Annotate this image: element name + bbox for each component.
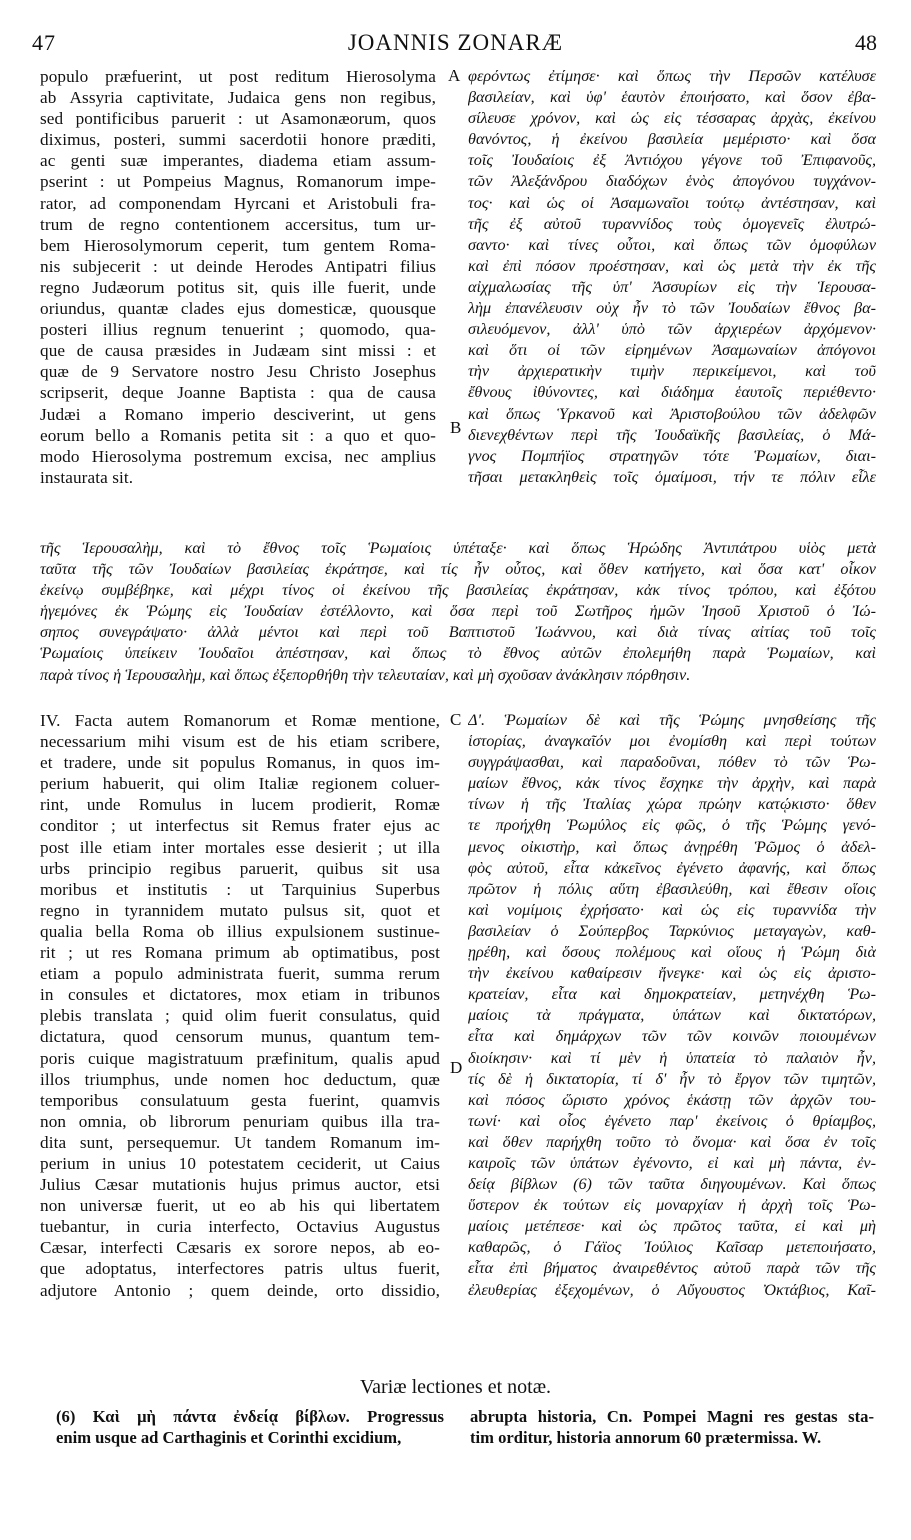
text-line: non universæ fuerit, ut eo ab his qui libertatem: [40, 1196, 440, 1216]
text-line: tuebantur, in curia interfecto, Octavius Augustus: [40, 1217, 440, 1237]
text-line: τῆς Ἱερουσαλὴμ, καὶ τὸ ἔθνος τοῖς Ῥωμαίοις ὑπέταξε· καὶ ὅπως Ἡρώδης Ἀντιπάτρου υἱὸς μετὰ: [40, 539, 876, 557]
text-line: φερόντως ἐτίμησε· καὶ ὅπως τὴν Περσῶν κατέλυσε: [468, 67, 876, 85]
text-line: conditor ; ut interfectus sit Remus frater ejus ac: [40, 816, 440, 836]
text-line: moribus et institutis : ut Tarquinius Superbus: [40, 879, 440, 899]
text-line: τίνων ἡ τῆς Ἰταλίας χώρα πρώην κατῴκιστο· ὅθεν: [468, 795, 876, 814]
text-line: illos triumphus, unde nomen hoc deductum, quæ: [40, 1069, 440, 1089]
text-line: regno Judæorum potitus sit, quis ille fuerit, unde: [40, 277, 436, 297]
page-number-left: 47: [32, 30, 56, 55]
text-line: quæ de 9 Servatore nostro Jesu Christo Josephus: [40, 362, 436, 382]
text-line: σιλευόμενον, ἀλλ' ὑπὸ τῶν ἀρχιερέων ἀρχόμενον·: [468, 320, 876, 339]
text-line: ac genti suæ imperantes, diadema etiam assum-: [40, 151, 436, 171]
notes-heading: Variæ lectiones et notæ.: [359, 1376, 552, 1398]
text-line: μαίοις μετέπεσε· καὶ ὡς πρῶτος ταῦτα, εἰ καὶ μὴ: [468, 1217, 876, 1236]
text-line: regno in tyrannidem mutato pulsus sit, quot et: [40, 900, 440, 920]
running-header: [30, 30, 881, 58]
text-line: non omnia, ob librorum penuriam quibus illa tra-: [40, 1111, 440, 1131]
text-line: Δ'. Ῥωμαίων δὲ καὶ τῆς Ῥώμης μνησθείσης τῆς: [468, 711, 876, 729]
text-line: αἰχμαλωσίας τῆς ὑπ' Ἀσσυρίων εἰς τὴν Ἱερουσα-: [468, 277, 876, 296]
text-line: διοίκησιν· καὶ τί μὲν ἡ ὑπατεία τὸ παλαιὸν ἦν,: [468, 1048, 876, 1067]
text-line: καὶ ἐπὶ πόσον προέστησαν, καὶ ὡς μετὰ τὴν ἐκ τῆς: [468, 256, 876, 275]
text-line: εἶτα καὶ δημάρχων τῶν τῶν κοινῶν ποιουμένων: [468, 1027, 876, 1046]
text-line: λὴμ ἐπανέλευσιν οὐχ ἦν τὸ τῶν Ἰουδαίων ἔθνος βα-: [468, 299, 876, 318]
text-line: τῆσαι μετακληθεὶς τοῖς ὁμαίμοσι, τήν τε πόλιν εἷλε: [468, 467, 876, 486]
text-line: τίς δὲ ἡ δικτατορία, τί δ' ἦν τὸ ἔργον τῶν τιμητῶν,: [468, 1069, 876, 1088]
note-line: abrupta historia, Cn. Pompei Magni res gestas sta-: [470, 1407, 874, 1426]
text-line: σηπος συνεγράψατο· ἀλλὰ μέντοι καὶ περὶ τοῦ Βαπτιστοῦ Ἰωάννου, καὶ διὰ τίνας αἰτίας τοῦ τοῖς: [40, 623, 876, 642]
text-line: nis subjecerit : ut deinde Herodes Antipatri filius: [40, 256, 436, 276]
text-line: καιροῖς τῶν ὑπάτων ἐγένοντο, εἰ καὶ μὴ πάντα, ἐν-: [468, 1153, 876, 1172]
text-line: τε προήχθη Ῥωμύλος εἰς φῶς, ὁ τῆς Ῥώμης γενό-: [468, 816, 876, 835]
text-line: βασιλείαν, καὶ ὑφ' ἑαυτὸν ἐποιήσατο, καὶ ὅσον ἐβα-: [468, 88, 876, 107]
text-line: bem Hierosolymorum ceperit, tum gentem Roma-: [40, 235, 436, 255]
text-line: καθαρῶς, ὁ Γάϊος Ἰούλιος Καῖσαρ μετεποιήσατο,: [468, 1238, 876, 1257]
latin-column-upper: [40, 66, 436, 488]
text-line: ἔθνους ἰθύνοντες, καὶ διάδημα ἑαυτοῖς περιέθεντο·: [468, 383, 876, 402]
text-line: populo præfuerint, ut post reditum Hierosolyma: [40, 67, 436, 86]
text-line: adjutore Antonio ; quem deinde, orto dissidio,: [40, 1280, 440, 1300]
text-line: ἐκείνῳ συμβέβηκε, καὶ μέχρι τίνος οἱ ἐκείνου τῆς βασιλείας ἐκράτησαν, κἀκ τίνος τρόπου, καὶ ἐξότου: [40, 581, 876, 600]
text-line: παρὰ τίνος ἡ Ἱερουσαλὴμ, καὶ ὅπως ἐξεπορθήθη τὴν τελευταίαν, καὶ μὴ σχοῦσαν ἀνάκλησιν πόρθησιν.: [40, 665, 691, 684]
text-line: τὴν ἐκείνου καθαίρεσιν ἤνεγκε· καὶ ὡς εἰς ἀριστο-: [468, 964, 876, 983]
note-line: tim orditur, historia annorum 60 prætermissa. W.: [470, 1428, 822, 1448]
text-line: ἡγεμόνες ἐκ Ῥώμης εἰς Ἰουδαίαν ἐστέλλοντο, καὶ ὅσα περὶ τοῦ Σωτῆρος ἡμῶν Ἰησοῦ Χριστοῦ ὁ Ἰώ-: [40, 602, 876, 621]
text-line: ab Assyria captivitate, Judaica gens non regibus,: [40, 88, 436, 108]
text-line: μαίοις τὰ πράγματα, ὑπάτων καὶ δικτατόρων,: [468, 1006, 876, 1025]
section-marker-d: D: [450, 1058, 463, 1077]
section-marker-b: B: [450, 418, 462, 437]
latin-column-lower: [40, 710, 440, 1301]
text-line: συγγράψασθαι, καὶ παραδοῦναι, πόθεν τὸ τῶν Ῥω-: [468, 753, 876, 772]
text-line: τὴν ἀρχιερατικὴν τιμὴν περικείμενοι, καὶ τοῦ: [468, 362, 876, 381]
text-line: temporibus consulatuum gesta fuerint, quamvis: [40, 1090, 440, 1110]
text-line: scripserit, deque Joanne Baptista : qua de causa: [40, 383, 436, 403]
text-line: καὶ ὅτι οἱ τῶν εἰρημένων Ἀσαμωναίων ἀπόγονοι: [468, 341, 876, 360]
text-line: τοῖς Ἰουδαίοις ἐξ Ἀντιόχου γέγονε τοῦ Ἐπιφανοῦς,: [468, 151, 876, 170]
text-line: urbs principio regibus paruerit, quibus sit usa: [40, 858, 440, 878]
text-line: φὸς αὐτοῦ, εἶτα κἀκεῖνος ἐγένετο ἀφανής, καὶ ὅπως: [468, 858, 876, 877]
text-line: ὕστερον ἐκ τούτων εἰς μοναρχίαν ἡ ἀρχὴ τοῖς Ῥω-: [468, 1196, 876, 1215]
note-line: enim usque ad Carthaginis et Corinthi excidium,: [56, 1428, 402, 1448]
text-line: πρῶτον ἡ πόλις αὕτη ἐβασιλεύθη, καὶ ἔθεσιν οἵοις: [468, 879, 876, 898]
text-line: perium habuerit, qui olim Italiæ regionem coluer-: [40, 774, 440, 794]
text-line: rint, unde Romulus in lucem prodierit, Romæ: [40, 795, 440, 815]
text-line: θανόντος, ἡ ἐκείνου βασιλεία μεμέριστο· καὶ ὅσα: [468, 130, 876, 149]
text-line: Judæi a Romano imperio desciverint, ut gens: [40, 404, 436, 424]
text-line: τῶν Ἀλεξάνδρου διαδόχων ἑνὸς ἀπογόνου τυγχάνον-: [468, 172, 876, 191]
text-line: Cæsar, interfecti Cæsaris ex sorore nepos, ab eo-: [40, 1238, 440, 1258]
text-line: rit ; ut res Romana primum ab optimatibus, post: [40, 943, 440, 963]
greek-column-upper: [468, 66, 876, 488]
text-line: ῃρέθη, καὶ ὅσους πολέμους καὶ οἵους ἡ Ῥώμη διὰ: [468, 943, 876, 962]
notes-column-right: [470, 1406, 874, 1448]
text-line: καὶ ὅπως Ὑρκανοῦ καὶ Ἀριστοβούλου τῶν ἀδελφῶν: [468, 404, 876, 423]
text-line: μενος οἰκιστὴρ, καὶ ὅπως ἀνῃρέθη Ῥῶμος ὁ ἀδελ-: [468, 837, 876, 856]
running-title: JOANNIS ZONARÆ: [347, 30, 564, 55]
greek-column-lower: [468, 710, 876, 1301]
text-line: trum de regno contentionem accersitus, tum ur-: [40, 214, 436, 234]
text-line: oriundus, quantæ clades ejus domesticæ, quousque: [40, 299, 436, 319]
text-line: IV. Facta autem Romanorum et Romæ mentione,: [40, 711, 440, 730]
text-line: diximus, posteri, summi sacerdotii honore præditi,: [40, 130, 436, 150]
text-line: plebis translata ; quid olim fuerit consulatus, quid: [40, 1006, 440, 1026]
text-line: Ῥωμαίοις ὑπείκειν Ἰουδαῖοι ἀπέστησαν, καὶ ὅπως τὸ ἔθνος αὐτῶν ἐπολεμήθη παρὰ Ῥωμαίων, καὶ: [40, 644, 876, 663]
text-line: καὶ πόσος ὥριστο χρόνος ἑκάστῃ τῶν ἀρχῶν του-: [468, 1090, 876, 1109]
text-line: perium in unius 10 potestatem ceciderit, ut Caius: [40, 1153, 440, 1173]
text-line: ἐλευθερίας ἐξεχομένων, ὁ Αὔγουστος Ὀκτάβιος, Καῖ-: [468, 1280, 876, 1299]
text-line: qualia bella Roma ob illius expulsionem sustinue-: [40, 921, 440, 941]
text-line: τος· καὶ ὡς οἱ Ἀσαμωναῖοι τούτῳ ἀντέστησαν, καὶ: [468, 193, 876, 212]
text-line: eorum bello a Romanis petita sit : a quo et quo-: [40, 425, 436, 445]
text-line: ἱστορίας, ἀναγκαῖόν μοι ἐνομίσθη καὶ περὶ τούτων: [468, 732, 876, 751]
text-line: εἶτα ἐπὶ βήματος ἀναιρεθέντος αὐτοῦ παρὰ τῶν τῆς: [468, 1259, 876, 1278]
notes-column-left: [56, 1406, 444, 1448]
section-marker-a: A: [448, 66, 461, 85]
text-line: dita sunt, persequemur. Ut tandem Romanum im-: [40, 1132, 440, 1152]
text-line: post ille etiam inter mortales esse desierit ; ut illa: [40, 837, 440, 857]
text-line: etiam a populo administrata fuerit, summa rerum: [40, 964, 440, 984]
text-line: rator, ad componendam Hyrcani et Aristobuli fra-: [40, 193, 436, 213]
text-line: διενεχθέντων περὶ τῆς Ἰουδαϊκῆς βασιλείας, ὁ Μά-: [468, 425, 876, 444]
text-line: κρατείαν, εἶτα καὶ δημοκρατείαν, μετηνέχθη Ῥω-: [468, 985, 876, 1004]
text-line: in consules et dictatores, mox etiam in tribunos: [40, 985, 440, 1005]
note-line: (6) Καὶ μὴ πάντα ἐνδείᾳ βίβλων. Progressus: [56, 1407, 444, 1426]
text-line: instaurata sit.: [40, 467, 134, 487]
section-marker-c: C: [450, 710, 462, 729]
text-line: Julius Cæsar mutationis hujus primus auctor, etsi: [40, 1175, 440, 1195]
text-line: δείᾳ βίβλων (6) τῶν ταῦτα διηγουμένων. Καὶ ὅπως: [468, 1175, 876, 1194]
text-line: et tradere, unde sit populus Romanus, in quos im-: [40, 753, 440, 773]
text-line: σίλευσε χρόνον, καὶ ὡς εἰς τέσσαρας ἀρχὰς, ἐκείνου: [468, 109, 876, 128]
text-line: βασιλείαν ὁ Σούπερβος Ταρκύνιος μεταγαγὼν, καθ-: [468, 921, 876, 940]
text-line: necessarium mihi visum est de his etiam scribere,: [40, 732, 440, 752]
text-line: τῆς ἐξ αὐτοῦ τυραννίδος τοὺς ὁμογενεῖς ἐλυτρώ-: [468, 214, 876, 233]
text-line: γνος Πομπήϊος στρατηγῶν τότε Ῥωμαίων, διαι-: [468, 446, 876, 465]
text-line: τωνί· καὶ οἷος ἐγένετο παρ' ἐκείνοις ὁ θρίαμβος,: [468, 1111, 876, 1130]
text-line: ταῦτα τῆς τῶν Ἰουδαίων βασιλείας ἐκράτησε, καὶ τίς ἦν οὗτος, καὶ ὅθεν κατήγετο, καὶ ὅσα κατ' οἶκον: [40, 560, 876, 579]
text-line: poris cuique magistratuum præfinitum, qualis apud: [40, 1048, 440, 1068]
text-line: pserint : ut Pompeius Magnus, Romanorum impe-: [40, 172, 436, 192]
text-line: posteri illius regnum tenuerint ; quomodo, qua-: [40, 320, 436, 340]
text-line: que adoptatus, interfectores patris ultus fuerit,: [40, 1259, 440, 1279]
page-number-right: 48: [855, 30, 877, 55]
text-line: σαντο· καὶ τίνες οὗτοι, καὶ ὅπως τῶν ὁμοφύλων: [468, 235, 876, 254]
text-line: καὶ ὅθεν παρήχθη τοῦτο τὸ ὄνομα· καὶ ὅσα ἐν τοῖς: [468, 1132, 876, 1151]
text-line: μαίων ἔθνος, κἀκ τίνος ἔσχηκε τὴν ἀρχὴν, καὶ παρὰ: [468, 774, 876, 793]
text-line: sed pontificibus paruerit : ut Asamonæorum, quos: [40, 109, 436, 129]
text-line: καὶ νομίμοις ἐχρήσατο· καὶ ὡς εἰς τυραννίδα τὴν: [468, 900, 876, 919]
text-line: que de causa præsides in Judæam sint missi : et: [40, 341, 436, 361]
text-line: modo Hierosolyma postremum excisa, nec amplius: [40, 446, 436, 466]
greek-full-width-block: [40, 538, 876, 686]
text-line: dictatura, quod censorum munus, quantum tem-: [40, 1027, 440, 1047]
